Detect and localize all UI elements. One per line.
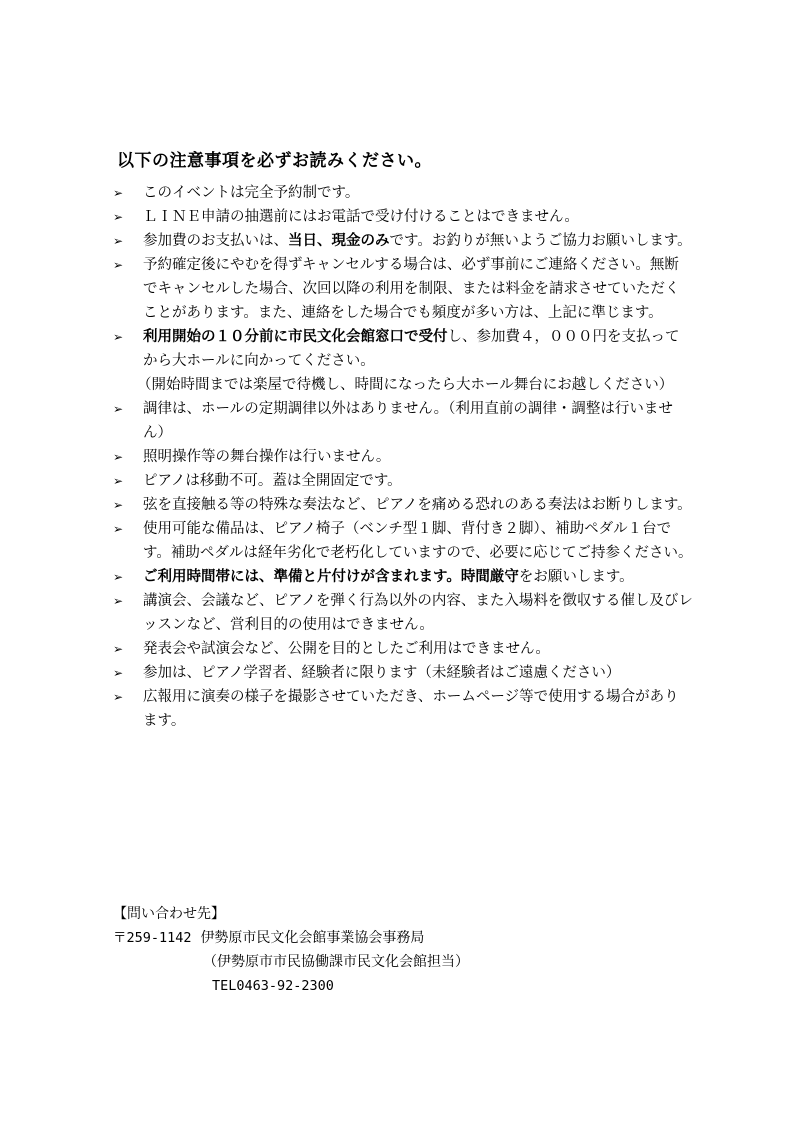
bullet-arrow-icon: ➢	[113, 234, 124, 248]
note-text-pre: 参加費のお支払いは、	[143, 233, 288, 249]
list-item	[113, 589, 693, 637]
list-item	[113, 205, 693, 229]
note-text: 講演会、会議など、ピアノを弾く行為以外の内容、また入場料を徴収する催し及びレッスンなど、営利目的の使用はできません。	[143, 593, 693, 633]
list-item	[113, 325, 693, 397]
bullet-arrow-icon: ➢	[113, 450, 124, 464]
bullet-arrow-icon: ➢	[113, 258, 124, 272]
note-text: 弦を直接触る等の特殊な奏法など、ピアノを痛める恐れのある奏法はお断りします。	[143, 497, 692, 513]
office-name: 伊勢原市民文化会館事業協会事務局	[200, 930, 425, 946]
bullet-arrow-icon: ➢	[113, 570, 124, 584]
note-text	[143, 229, 693, 253]
bullet-arrow-icon: ➢	[113, 330, 124, 344]
bullet-arrow-icon: ➢	[113, 210, 124, 224]
note-text: 照明操作等の舞台操作は行いません。	[143, 449, 391, 465]
bullet-arrow-icon: ➢	[113, 690, 124, 704]
bullet-arrow-icon: ➢	[113, 666, 124, 680]
list-item	[113, 637, 693, 661]
note-text	[143, 565, 693, 589]
note-text: 調律は、ホールの定期調律以外はありません。（利用直前の調律・調整は行いません）	[143, 401, 673, 441]
list-item	[113, 181, 693, 205]
bullet-arrow-icon: ➢	[113, 642, 124, 656]
bullet-arrow-icon: ➢	[113, 186, 124, 200]
bullet-arrow-icon: ➢	[113, 474, 124, 488]
note-text: ＬＩＮＥ申請の抽選前にはお電話で受け付けることはできません。	[143, 209, 579, 225]
note-text: このイベントは完全予約制です。	[143, 185, 360, 201]
note-bold-cash-only: 現金のみ	[331, 233, 390, 249]
list-item	[113, 661, 693, 685]
department-name: （伊勢原市市民協働課市民文化会館担当）	[203, 954, 469, 970]
note-text: 広報用に演奏の様子を撮影させていただき、ホームページ等で使用する場合があります。	[143, 689, 679, 729]
list-item	[113, 685, 693, 733]
bullet-arrow-icon: ➢	[113, 522, 124, 536]
list-item	[113, 253, 693, 325]
list-item	[113, 517, 693, 565]
note-text-post: です。お釣りが無いようご協力お願いします。	[389, 233, 692, 249]
bullet-arrow-icon: ➢	[113, 498, 124, 512]
note-subtext: （開始時間までは楽屋で待機し、時間になったら大ホール舞台にお越しください）	[137, 377, 674, 393]
note-text	[143, 325, 693, 373]
list-item	[113, 397, 693, 445]
list-item	[113, 445, 693, 469]
note-text: 発表会や試演会など、公開を目的としたご利用はできません。	[143, 641, 550, 657]
postal-code: 〒259-1142	[113, 930, 192, 946]
contact-section	[113, 902, 469, 998]
phone-number: TEL0463-92-2300	[212, 978, 334, 994]
note-text-post: し、参加費４，０００円を支払ってから大ホールに向かってください。	[143, 329, 680, 369]
list-item	[113, 229, 693, 253]
note-text: 予約確定後にやむを得ずキャンセルする場合は、必ず事前にご連絡ください。無断でキャンセルした場合、次回以降の利用を制限、または料金を請求させていただくことがあります。また、連絡をした場合でも頻度が多い方は、上記に準じます。	[143, 257, 680, 321]
list-item	[113, 469, 693, 493]
note-bold-reception: 利用開始の１０分前に市民文化会館窓口で受付	[143, 329, 448, 345]
note-bold-same-day: 当日、	[288, 233, 332, 249]
bullet-arrow-icon: ➢	[113, 594, 124, 608]
note-text: ピアノは移動不可。蓋は全開固定です。	[143, 473, 402, 489]
note-bold-time-strict: ご利用時間帯には、準備と片付けが含まれます。時間厳守	[143, 569, 519, 585]
bullet-arrow-icon: ➢	[113, 402, 124, 416]
list-item	[113, 565, 693, 589]
note-text: 参加は、ピアノ学習者、経験者に限ります（未経験者はご遠慮ください）	[143, 665, 621, 681]
page-heading: 以下の注意事項を必ずお読みください。	[117, 151, 432, 171]
list-item	[113, 493, 693, 517]
contact-address-line	[113, 926, 469, 950]
contact-heading: 【問い合わせ先】	[113, 906, 225, 922]
notice-list	[113, 181, 693, 733]
note-text-post: をお願いします。	[518, 569, 634, 585]
note-text: 使用可能な備品は、ピアノ椅子（ベンチ型１脚、背付き２脚）、補助ペダル１台です。補助ペダルは経年劣化で老朽化していますので、必要に応じてご持参ください。	[143, 521, 693, 561]
